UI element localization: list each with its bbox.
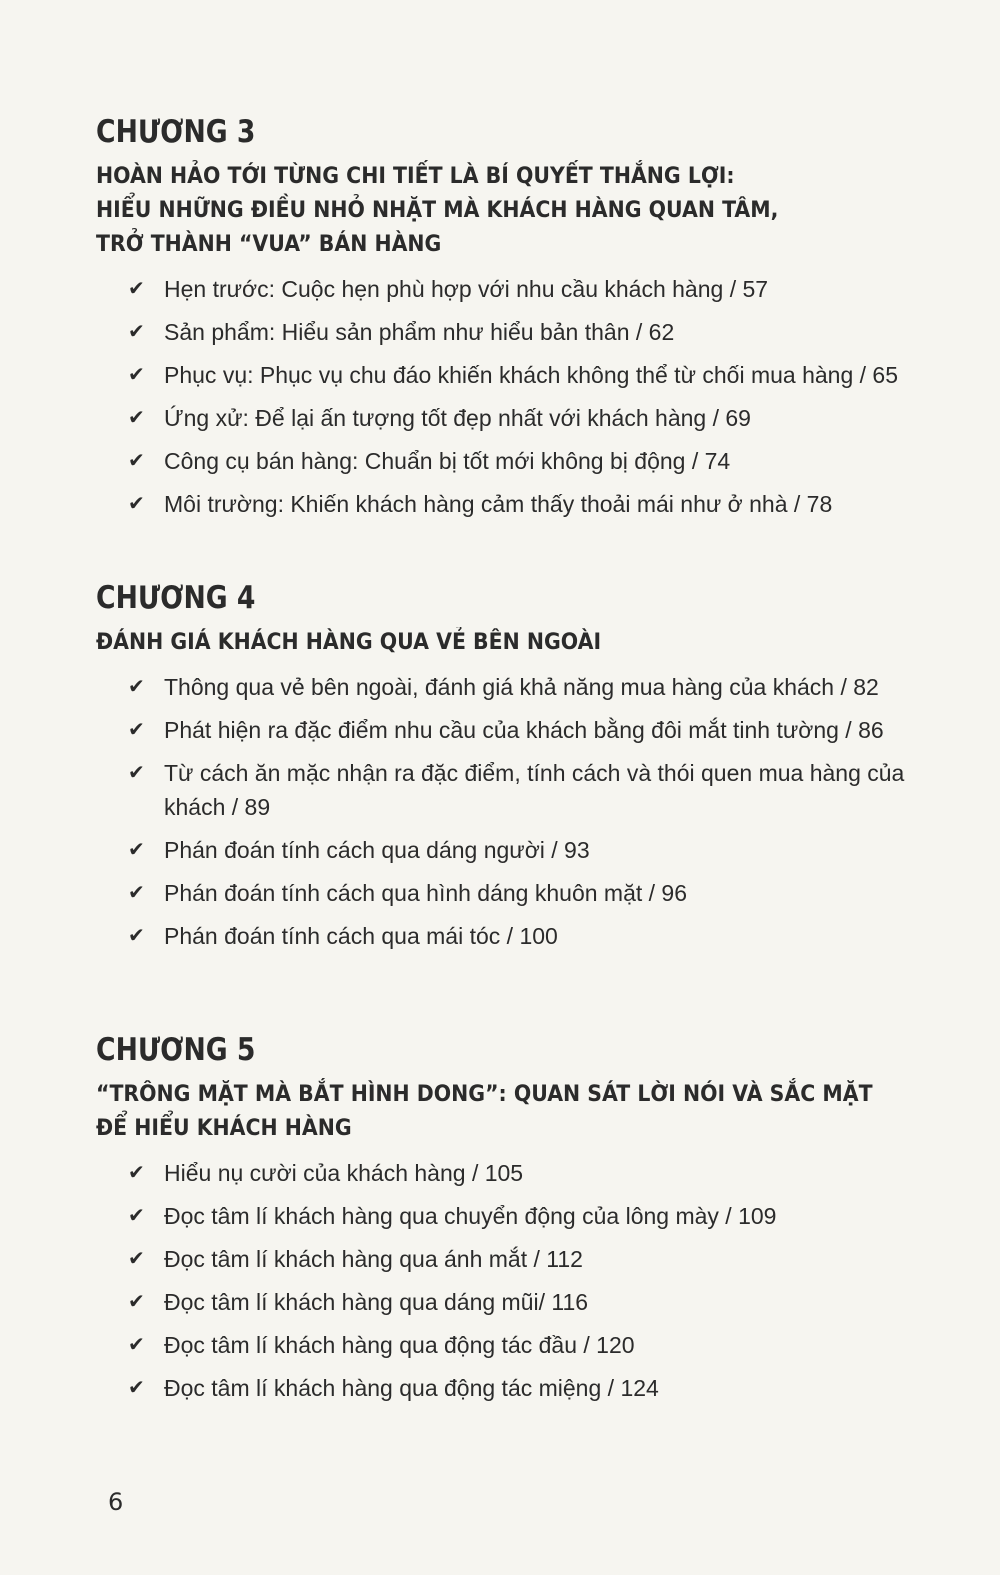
section-item-text: Môi trường: Khiến khách hàng cảm thấy thoải mái như ở nhà / 78 [164,491,833,517]
section-list [96,1156,936,1405]
page-number: 6 [108,1488,124,1516]
section-item[interactable] [96,919,944,953]
section-item-text: Công cụ bán hàng: Chuẩn bị tốt mới không bị động / 74 [164,448,731,474]
section-item[interactable] [96,444,944,478]
checkmark-icon: ✔ [128,1291,145,1313]
section-item-text: Đọc tâm lí khách hàng qua động tác đầu / 120 [164,1332,635,1358]
section-item[interactable] [96,272,944,306]
section-item[interactable] [96,1371,944,1405]
chapter-title-line: TRỞ THÀNH “VUA” BÁN HÀNG [96,232,442,257]
chapter-title [96,1078,877,1146]
section-item[interactable] [96,401,944,435]
section-item-text: Ứng xử: Để lại ấn tượng tốt đẹp nhất với khách hàng / 69 [164,405,751,431]
section-item[interactable] [96,1285,944,1319]
section-list [96,670,936,953]
chapter-4 [96,578,936,962]
chapter-title-line: “TRÔNG MẶT MÀ BẮT HÌNH DONG”: QUAN SÁT LỜI NÓI VÀ SẮC MẶT [96,1082,873,1107]
checkmark-icon: ✔ [128,278,145,300]
checkmark-icon: ✔ [128,1162,145,1184]
checkmark-icon: ✔ [128,321,145,343]
checkmark-icon: ✔ [128,676,145,698]
section-item-text: Đọc tâm lí khách hàng qua dáng mũi/ 116 [164,1289,589,1315]
section-item-text: Phán đoán tính cách qua dáng người / 93 [164,837,590,863]
section-item-text: Phục vụ: Phục vụ chu đáo khiến khách không thể từ chối mua hàng / 65 [164,362,898,388]
section-item-text: Phán đoán tính cách qua mái tóc / 100 [164,923,558,949]
section-item-text: Đọc tâm lí khách hàng qua ánh mắt / 112 [164,1246,583,1272]
section-list [96,272,936,521]
checkmark-icon: ✔ [128,762,145,784]
checkmark-icon: ✔ [128,407,145,429]
section-item-text: Sản phẩm: Hiểu sản phẩm như hiểu bản thân / 62 [164,319,675,345]
section-item[interactable] [96,670,944,704]
section-item[interactable] [96,1242,944,1276]
section-item[interactable] [96,1199,944,1233]
checkmark-icon: ✔ [128,450,145,472]
chapter-title [96,626,877,660]
checkmark-icon: ✔ [128,493,145,515]
checkmark-icon: ✔ [128,925,145,947]
checkmark-icon: ✔ [128,882,145,904]
checkmark-icon: ✔ [128,1248,145,1270]
section-item-text: Phán đoán tính cách qua hình dáng khuôn mặt / 96 [164,880,688,906]
checkmark-icon: ✔ [128,1377,145,1399]
section-item[interactable] [96,1156,944,1190]
section-item[interactable] [96,1328,944,1362]
section-item[interactable] [96,756,944,824]
chapter-label: CHƯƠNG 3 [96,114,256,150]
chapter-title-line: ĐỂ HIỂU KHÁCH HÀNG [96,1116,352,1141]
section-item[interactable] [96,315,944,349]
chapter-label: CHƯƠNG 5 [96,1032,256,1068]
chapter-label: CHƯƠNG 4 [96,580,256,616]
checkmark-icon: ✔ [128,364,145,386]
section-item[interactable] [96,487,944,521]
section-item[interactable] [96,876,944,910]
section-item-text: Phát hiện ra đặc điểm nhu cầu của khách bằng đôi mắt tinh tường / 86 [164,717,884,743]
section-item[interactable] [96,713,944,747]
checkmark-icon: ✔ [128,1205,145,1227]
section-item[interactable] [96,358,944,392]
checkmark-icon: ✔ [128,1334,145,1356]
chapter-title-line: ĐÁNH GIÁ KHÁCH HÀNG QUA VẺ BÊN NGOÀI [96,630,602,655]
section-item-text: Thông qua vẻ bên ngoài, đánh giá khả năng mua hàng của khách / 82 [164,674,879,700]
chapter-title [96,160,877,262]
section-item-text: Hẹn trước: Cuộc hẹn phù hợp với nhu cầu khách hàng / 57 [164,276,769,302]
section-item[interactable] [96,833,944,867]
chapter-title-line: HOÀN HẢO TỚI TỪNG CHI TIẾT LÀ BÍ QUYẾT THẮNG LỢI: [96,164,735,189]
chapter-title-line: HIỂU NHỮNG ĐIỀU NHỎ NHẶT MÀ KHÁCH HÀNG QUAN TÂM, [96,198,779,223]
chapter-5 [96,1030,936,1414]
section-item-text: Hiểu nụ cười của khách hàng / 105 [164,1160,524,1186]
section-item-text: Đọc tâm lí khách hàng qua chuyển động của lông mày / 109 [164,1203,777,1229]
section-item-text: Đọc tâm lí khách hàng qua động tác miệng / 124 [164,1375,659,1401]
section-item-text: Từ cách ăn mặc nhận ra đặc điểm, tính cách và thói quen mua hàng của khách / 89 [164,760,905,820]
chapter-3 [96,112,936,530]
checkmark-icon: ✔ [128,839,145,861]
checkmark-icon: ✔ [128,719,145,741]
